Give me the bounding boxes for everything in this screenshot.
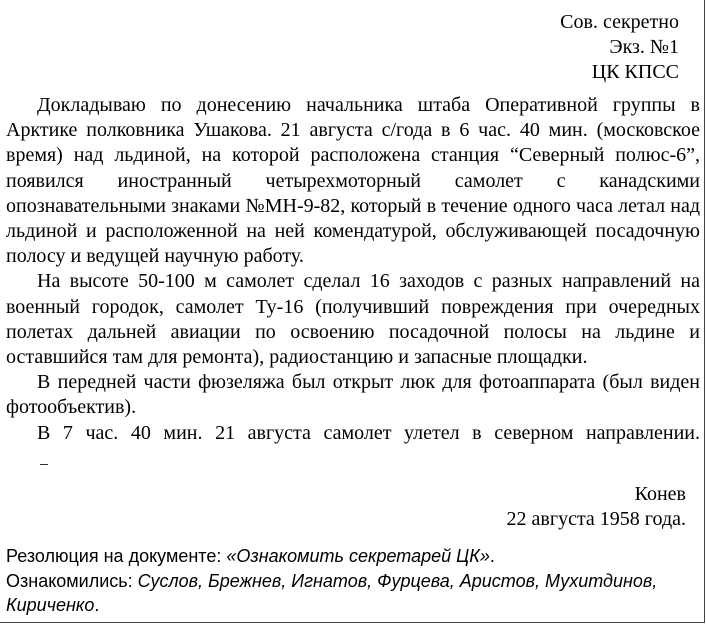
resolution-line [6, 544, 700, 569]
resolution-text: «Ознакомить секретарей ЦК» [226, 546, 490, 566]
paragraph-4: В 7 час. 40 мин. 21 августа самолет улетел в северном направлении. [37, 421, 700, 444]
resolution-label: Резолюция на документе: [6, 546, 227, 566]
signature-date: 22 августа 1958 года. [506, 508, 686, 531]
reviewed-names: Суслов, Брежнев, Игнатов, Фурцева, Аристов, Мухитдинов, Кириченко [6, 570, 658, 615]
paragraph-3: В передней части фюзеляжа был открыт люк для фотоаппарата (был виден фотообъектив). [6, 371, 700, 419]
signer-name: Конев [634, 483, 686, 505]
separator-dash [40, 464, 48, 465]
classification-label: Сов. секретно [560, 11, 679, 33]
resolution-block [6, 544, 700, 618]
paragraph-1: Докладываю по донесению начальника штаба Оперативной группы в Арктике полковника Ушакова. 21 августа с/года в 6 час. 40 мин. (московское время) над льдиной, на которой расположена станция “Северный полюс-6”, появился иностранный четырехмоторный самолет с канадскими опознавательными знаками №МН-9-82, который в течение одного часа летал над льдиной и расположенной на ней комендатурой, обслуживающей посадочную полосу и ведущей научную работу. [6, 94, 700, 268]
resolution-end: . [489, 546, 495, 566]
addressee: ЦК КПСС [591, 61, 679, 83]
document-body [6, 93, 700, 446]
copy-number: Экз. №1 [609, 36, 679, 58]
paragraph-2: На высоте 50-100 м самолет сделал 16 заходов с разных направлений на военный городок, самолет Ту-16 (получивший повреждения при очередных полетах дальней авиации по освоению посадочной полосы на льдине и оставшийся там для ремонта), радиостанцию и запасные площадки. [6, 270, 700, 369]
classification-stamp [560, 10, 679, 85]
reviewed-line [6, 569, 700, 618]
signature-block [507, 482, 686, 533]
reviewed-label: Ознакомились: [6, 570, 138, 591]
reviewed-end: . [94, 595, 100, 615]
